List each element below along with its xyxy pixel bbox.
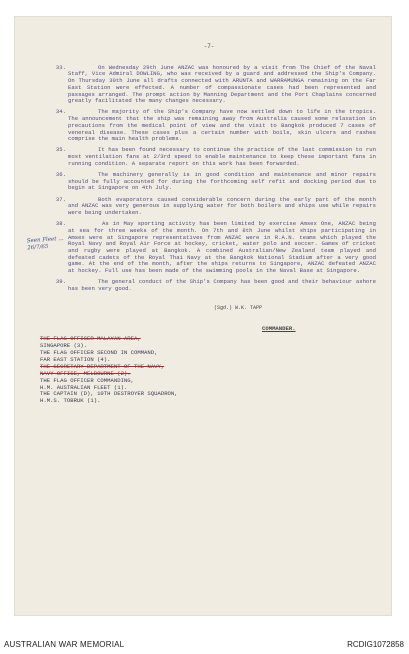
paragraph-33 <box>36 65 382 105</box>
paragraph-number: 35. <box>55 146 66 154</box>
paragraph-text: Both evaporators caused considerable concern during the early part of the month and ANZAC was very generous in supplying water for both boilers and ships use while repairs were being undertaken. <box>68 195 376 217</box>
paragraph-35 <box>36 147 382 167</box>
distribution-line: H.M.S. TOBRUK (1). <box>40 397 101 405</box>
archive-footer <box>0 636 409 654</box>
distribution-line: THE FLAG OFFICER SECOND IN COMMAND, <box>40 349 158 357</box>
paragraph-text: The majority of the Ship's Company have now settled down to life in the tropics. The announcement that the ship was remaining away from Australia caused some relaxation in precautions from the medical point of view and the visit to Bangkok produced 7 cases of venereal disease. These cases plus a certain number with boils, skin ulcers and rashes comprise the main health problems. <box>68 108 376 143</box>
paragraph-number: 36. <box>55 171 66 179</box>
document-sheet <box>14 16 392 616</box>
distribution-line: H.M. AUSTRALIAN FLEET (1). <box>40 383 128 391</box>
signature-title: COMMANDER. <box>262 324 296 332</box>
distribution-line: THE CAPTAIN (D), 10TH DESTROYER SQUADRON, <box>40 390 178 398</box>
distribution-line: THE FLAG OFFICER COMMANDING, <box>40 376 134 384</box>
signature: (Sgd.) W.K. TAPP <box>214 304 263 311</box>
handwritten-margin-note: Seen Fleet ... 26/7/65 <box>26 235 64 252</box>
paragraph-38 <box>36 221 382 275</box>
paragraph-number: 37. <box>55 195 66 203</box>
distribution-list <box>40 336 382 405</box>
page-number: -7- <box>203 43 215 50</box>
paragraph-text: The machinery generally is in good condition and maintenance and minor repairs should be fully accounted for during the forthcoming self refit and docking period due to begin at Singapore on 4th July. <box>68 171 376 192</box>
paragraph-number: 33. <box>55 63 66 71</box>
distribution-line: SINGAPORE (3). <box>40 342 87 350</box>
document-body <box>36 44 382 619</box>
distribution-line: THE FLAG OFFICER MALAYAN AREA, <box>40 335 141 343</box>
paragraph-text: It has been found necessary to continue the practice of the last commission to run most ventilation fans at 2/3rd speed to enable maintenance to keep these important fans in running condition. A separate report on this work has been forwarded. <box>68 146 376 167</box>
paragraph-text: As in May sporting activity has been limited by exercise Amsex One, ANZAC being at sea for three weeks of the month. On 7th and 8th June whilst ships participating in Amsex were at Singapore representatives from ANZAC were in R.A.N. teams which played the Royal Navy and Royal Air Force at hockey, cricket, water polo and soccer. Games of cricket and rugby were played at Bangkok. A combined Australian/New Zealand team played and defeated cadets of the Royal Thai Navy at the Bangkok National Stadium after a very good game. At the end of the month, after the ships returns to Singapore, ANZAC defeated ANZAC at hockey. Full use has been made of the swimming pools in the Naval Base at Singapore. <box>68 220 376 275</box>
paragraph-number: 39. <box>55 278 66 286</box>
paragraph-37 <box>36 197 382 217</box>
paragraph-34 <box>36 109 382 143</box>
archive-name: AUSTRALIAN WAR MEMORIAL <box>4 640 125 649</box>
paragraph-36 <box>36 172 382 192</box>
archive-record-id: RCDIG1072858 <box>347 640 404 649</box>
distribution-line: THE SECRETARY DEPARTMENT OF THE NAVY, <box>40 362 165 370</box>
distribution-line: FAR EAST STATION (4). <box>40 355 111 363</box>
distribution-line: NAVY OFFICE, MELBOURNE (2). <box>40 369 131 377</box>
paragraph-text: The general conduct of the Ship's Company has been good and their behaviour ashore has been very good. <box>68 278 376 293</box>
paragraph-number: 38. <box>55 220 66 228</box>
paragraph-number: 34. <box>55 108 66 116</box>
paragraph-39 <box>36 279 382 292</box>
paragraph-text: On Wednesday 29th June ANZAC was honoured by a visit from The Chief of the Naval Staff, Vice Admiral DOWLING, who was received by a guard and addressed the Ship's Company. On Thursday 30th June all drafts connected with ARUNTA and WARRAMUNGA remaining on the Far East Station were effected. A number of compassionate cases had been represented and passages arranged. The prompt action by Manning Department and the Port Chaplains concerned greatly facilitated the many changes necessary. <box>68 63 376 105</box>
